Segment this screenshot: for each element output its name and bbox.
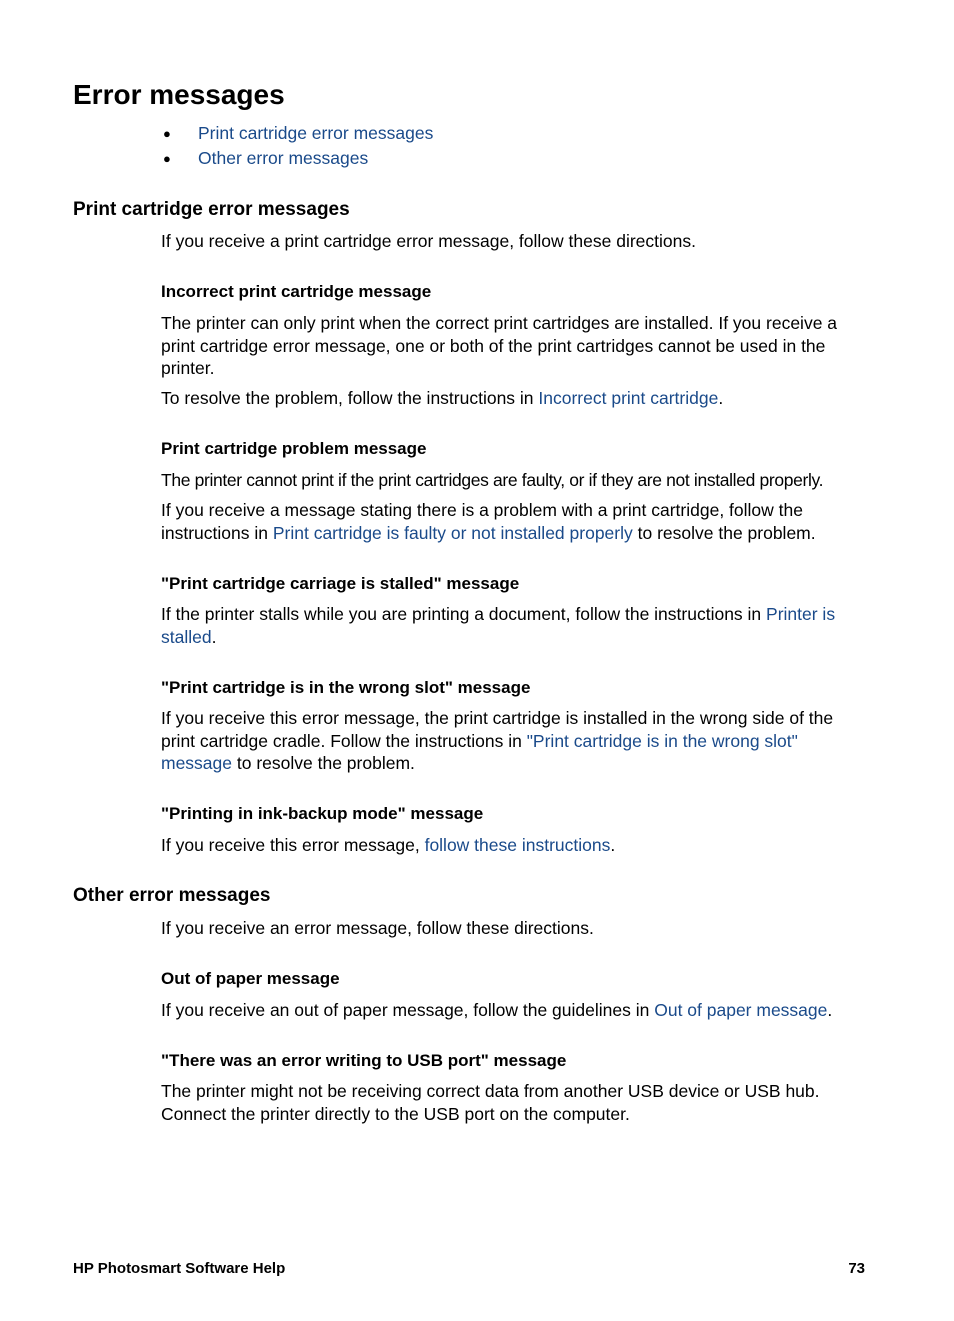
paragraph (161, 387, 871, 410)
subheading-cartridge-problem: Print cartridge problem message (161, 439, 427, 458)
paragraph (161, 499, 871, 544)
bullet-icon: ● (163, 126, 171, 141)
text: to resolve the problem. (632, 522, 816, 543)
section-intro: If you receive a print cartridge error message, follow these directions. (161, 231, 696, 251)
text: If you receive an out of paper message, follow the guidelines in (161, 1000, 655, 1020)
toc-link-print-cartridge-errors[interactable]: Print cartridge error messages (198, 123, 434, 143)
text: If you receive this error message, the print cartridge is installed in the wrong side of the print cartridge cradle. Follow the instructions in (161, 708, 834, 751)
text: If you receive a message stating there is a problem with a print cartridge, follow the instructions in (161, 500, 803, 543)
paragraph (161, 834, 871, 857)
subheading-ink-backup: "Printing in ink-backup mode" message (161, 804, 484, 823)
paragraph: The printer can only print when the correct print cartridges are installed. If you receive a print cartridge error message, one or both of the print cartridges cannot be used in the printer. (161, 313, 838, 378)
text: If you receive this error message, (161, 835, 425, 855)
section-heading-other: Other error messages (73, 885, 271, 906)
text: If the printer stalls while you are printing a document, follow the instructions in (161, 604, 767, 624)
section-intro: If you receive an error message, follow these directions. (161, 918, 594, 938)
subheading-incorrect-cartridge: Incorrect print cartridge message (161, 282, 432, 301)
footer-title: HP Photosmart Software Help (73, 1260, 286, 1277)
table-of-contents (161, 121, 433, 171)
link-wrong-slot[interactable]: "Print cartridge is in the wrong slot" message (161, 730, 798, 773)
subheading-out-of-paper: Out of paper message (161, 969, 340, 988)
text: . (718, 388, 724, 408)
text: . (827, 1000, 833, 1020)
subheading-usb-error: "There was an error writing to USB port" message (161, 1051, 567, 1070)
link-printer-stalled[interactable]: Printer is stalled (161, 604, 836, 647)
link-cartridge-faulty[interactable]: Print cartridge is faulty or not installed properly (272, 522, 633, 543)
toc-link-other-errors[interactable]: Other error messages (198, 148, 369, 168)
text: To resolve the problem, follow the instructions in (161, 388, 539, 408)
link-follow-instructions[interactable]: follow these instructions (424, 835, 611, 855)
subheading-wrong-slot: "Print cartridge is in the wrong slot" message (161, 678, 531, 697)
paragraph (161, 603, 871, 648)
link-out-of-paper[interactable]: Out of paper message (654, 1000, 828, 1020)
section-heading-print-cartridge: Print cartridge error messages (73, 199, 350, 220)
paragraph (161, 999, 871, 1022)
paragraph (161, 707, 871, 775)
list-item (161, 121, 433, 146)
paragraph: The printer cannot print if the print cartridges are faulty, or if they are not installed properly. (161, 470, 824, 490)
page-number: 73 (848, 1260, 865, 1277)
list-item (161, 146, 433, 171)
paragraph: The printer might not be receiving correct data from another USB device or USB hub. Connect the printer directly to the USB port on the computer. (161, 1081, 820, 1124)
link-incorrect-print-cartridge[interactable]: Incorrect print cartridge (538, 388, 719, 408)
text: to resolve the problem. (232, 753, 415, 773)
bullet-icon: ● (163, 151, 171, 166)
text: . (211, 626, 217, 647)
text: . (610, 835, 616, 855)
subheading-carriage-stalled: "Print cartridge carriage is stalled" message (161, 574, 520, 593)
page-title: Error messages (73, 79, 285, 110)
